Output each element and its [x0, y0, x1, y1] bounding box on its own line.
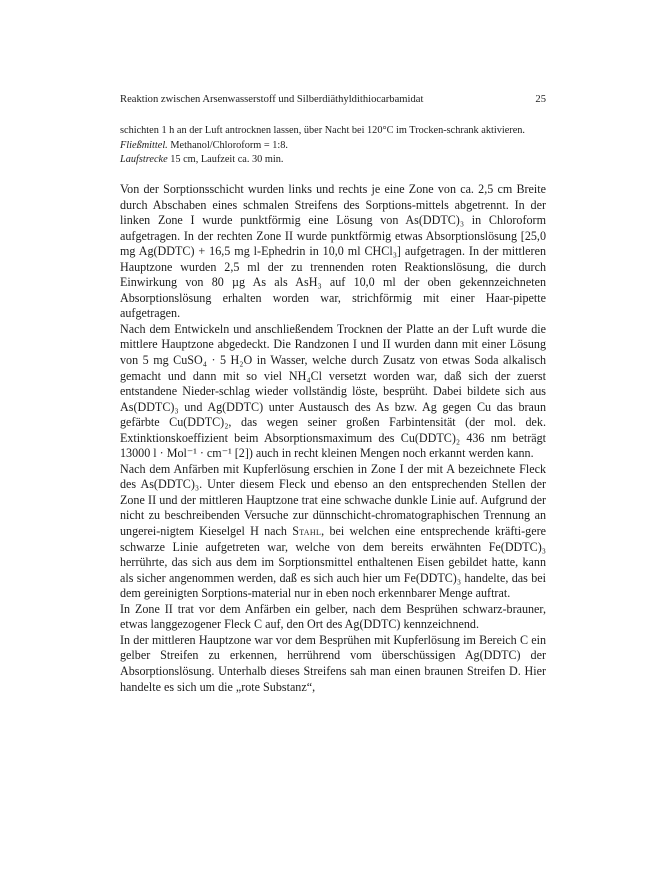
paragraph-3-part-1: Nach dem Anfärben mit Kupferlösung erschien in Zone I der mit A bezeichnete Fleck des As(DDTC)₃. Unter diesem Fleck und ebenso an den entsprechenden Stellen der Zone II und der mittleren Hauptzone trat eine schwache dunkle Linie auf. Aufgrund der nicht zu beschreibenden Versuche zur dünnschicht-chromatographischen Trennung an ungerei-nigtem Kieselgel H nach: [120, 461, 546, 539]
eluent-label: Fließmittel.: [120, 139, 168, 151]
run-distance-line: [120, 153, 546, 168]
page-number: 25: [535, 94, 546, 105]
run-distance-label: Laufstrecke: [120, 154, 168, 166]
eluent-value: Methanol/Chloroform = 1:8.: [167, 139, 288, 151]
eluent-line: [120, 139, 546, 154]
drying-instructions: schichten 1 h an der Luft antrocknen lassen, über Nacht bei 120°C im Trocken-schrank aktivieren.: [120, 125, 526, 136]
method-details: [120, 124, 546, 168]
run-distance-value: 15 cm, Laufzeit ca. 30 min.: [167, 154, 284, 166]
paragraph-5: In der mittleren Hauptzone war vor dem Besprühen mit Kupferlösung im Bereich C ein gelber Streifen zu erkennen, herrührend vom überschüssigen Ag(DDTC) der Absorptionslösung. Unterhalb dieses Streifens sah man einen braunen Streifen D. Hier handelte es sich um die „rote Substanz“,: [120, 632, 546, 694]
paragraph-2: Nach dem Entwickeln und anschließendem Trocknen der Platte an der Luft wurde die mittlere Hauptzone abgedeckt. Die Randzonen I und II wurden dann mit einer Lösung von 5 mg CuSO₄ · 5 H₂O in Wasser, welche durch Zusatz von etwas Soda alkalisch gemacht und dann mit so viel NH₄Cl versetzt worden war, daß sich der zuerst entstandene Nieder-schlag wieder vollständig löste, besprüht. Dabei bildete sich aus As(DDTC)₃ und Ag(DDTC) unter Austausch des As bzw. Ag gegen Cu das braun gefärbte Cu(DDTC)₂, das wegen seiner großen Farbintensität (der mol. dek. Extinktionskoeffizient beim Absorptionsmaximum des Cu(DDTC)₂ 436 nm beträgt 13000 l · Mol⁻¹ · cm⁻¹ [2]) auch in recht kleinen Mengen noch erkannt werden kann.: [120, 321, 546, 461]
paragraph-3: [120, 462, 546, 602]
paragraph-4: In Zone II trat vor dem Anfärben ein gelber, nach dem Besprühen schwarz-brauner, etwas langgezogener Fleck C auf, den Ort des Ag(DDTC) kennzeichnend.: [120, 601, 546, 632]
body-text: [120, 182, 546, 695]
running-title: Reaktion zwischen Arsenwasserstoff und Silberdiäthyldithiocarbamidat: [120, 94, 424, 105]
paragraph-1: Von der Sorptionsschicht wurden links und rechts je eine Zone von ca. 2,5 cm Breite durch Abschaben eines schmalen Streifens des Sorptions-mittels abgetrennt. In der linken Zone I wurde punktförmig eine Lösung von As(DDTC)₃ in Chloroform aufgetragen. In der rechten Zone II wurde punktförmig etwas Absorptionslösung [25,0 mg Ag(DDTC) + 16,5 mg l-Ephedrin in 10,0 ml CHCl₃] aufgetragen. In der mittleren Hauptzone wurden 2,5 ml der zu trennenden roten Reaktionslösung, die durch Einwirkung von 80 µg As als AsH₃ auf 10,0 ml der oben gekennzeichneten Absorptionslösung erhalten worden war, strichförmig mit einer Haar-pipette aufgetragen.: [120, 182, 546, 321]
author-name-stahl: Stahl: [292, 524, 322, 539]
paragraph-3-part-2: , bei welchen eine entsprechende kräfti-gere schwarze Linie aufgetreten war, welche von dem bereits erwähnten Fe(DDTC)₃ herrührte, das sich aus dem im Sorptionsmittel enthaltenen Eisen gebildet hatte, kann als sicher angenommen werden, daß es sich auch hier um Fe(DDTC)₃ handelte, das bei dem gereinigten Sorptions-material nur in eben noch erkennbarer Menge auftrat.: [120, 524, 546, 601]
